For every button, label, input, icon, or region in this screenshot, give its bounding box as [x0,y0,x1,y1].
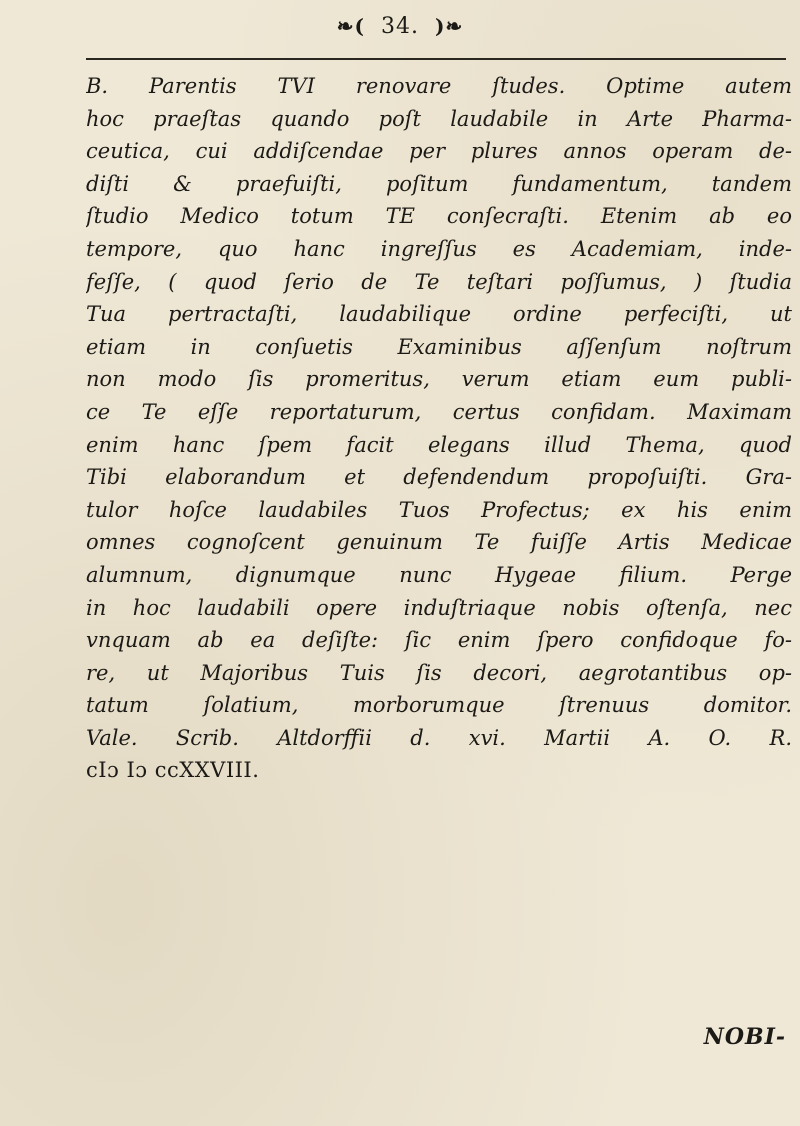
text-line: hoc praeſtas quando poſt laudabile in Arte Pharma- [86,106,792,131]
body-text [86,70,792,787]
text-line: enim hanc ſpem facit elegans illud Thema, quod [86,432,792,457]
text-line: Tua pertractaſti, laudabilique ordine perfeciſti, ut [86,302,792,327]
date-line: cIɔ Iɔ ccXXVIII. [86,758,260,783]
text-line: in hoc laudabili opere induſtriaque nobis oſtenſa, nec [86,595,792,620]
text-line: Tibi elaborandum et defendendum propoſuiſti. Gra- [86,465,792,490]
header-rule [86,58,786,60]
text-line: B. Parentis TVI renovare ſtudes. Optime autem [86,74,792,98]
text-line: ceutica, cui addiſcendae per plures annos operam de- [86,139,792,164]
catchword: NOBI- [703,1024,786,1050]
text-line: diſti & praefuiſti, poſitum fundamentum, tandem [86,171,792,196]
text-line: re, ut Majoribus Tuis ſis decori, aegrotantibus op- [86,660,792,685]
text-line: ſtudio Medico totum TE conſecraſti. Etenim ab eo [86,204,792,229]
text-line: omnes cognoſcent genuinum Te fuiſſe Artis Medicae [86,530,792,555]
running-header [0,14,800,39]
text-line: ce Te eſſe reportaturum, certus confidam. Maximam [86,399,792,424]
text-line: etiam in conſuetis Examinibus aſſenſum noſtrum [86,334,792,359]
text-line: vnquam ab ea deſiſte: ſic enim ſpero confidoque fo- [86,628,792,653]
text-line: tempore, quo hanc ingreſſus es Academiam, inde- [86,236,792,261]
text-line: feſſe, ( quod ſerio de Te teſtari poſſumus, ) ſtudia [86,269,792,294]
page-number: 34. [381,14,419,39]
text-line: tatum ſolatium, morborumque ſtrenuus domitor. [86,693,792,718]
text-line: tulor hoſce laudabiles Tuos Profectus; ex his enim [86,497,792,522]
header-ornament-left: ❧( [336,14,365,38]
header-ornament-right: )❧ [435,14,464,38]
text-line: Vale. Scrib. Altdorffii d. xvi. Martii A. O. R. [86,725,792,750]
text-line: non modo ſis promeritus, verum etiam eum publi- [86,367,792,392]
text-line: alumnum, dignumque nunc Hygeae filium. Perge [86,562,792,587]
